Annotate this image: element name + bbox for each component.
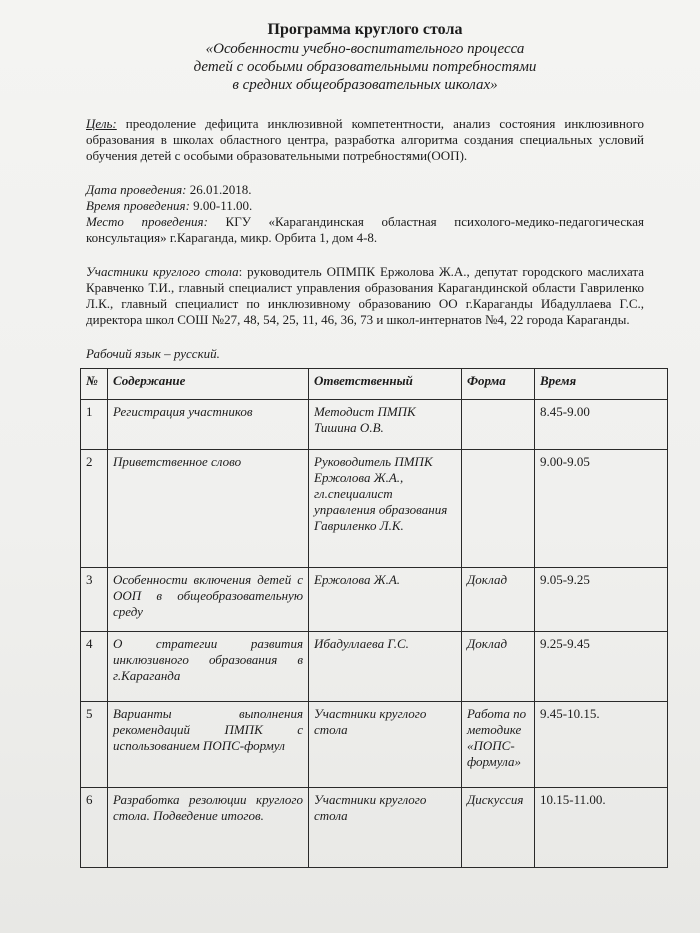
row-form: Работа по методике «ПОПС-формула»	[462, 702, 535, 788]
row-responsible: Ибадуллаева Г.С.	[309, 632, 462, 702]
header-form: Форма	[462, 369, 535, 400]
table-row	[81, 702, 668, 788]
document-title: Программа круглого стола	[267, 21, 463, 38]
table-header-row	[81, 369, 668, 400]
goal-label: Цель:	[86, 116, 117, 131]
goal-paragraph	[86, 116, 644, 164]
table-row	[81, 568, 668, 632]
participants-label: Участники круглого стола	[86, 264, 239, 279]
subtitle-line-2: детей с особыми образовательными потребностями	[193, 59, 537, 75]
row-responsible: Участники круглого стола	[309, 788, 462, 868]
row-responsible: Руководитель ПМПК Ержолова Ж.А., гл.специалист управления образования Гавриленко Л.К.	[309, 450, 462, 568]
row-responsible: Методист ПМПК Тишина О.В.	[309, 400, 462, 450]
event-details	[86, 182, 644, 246]
row-content: Варианты выполнения рекомендаций ПМПК с использованием ПОПС-формул	[108, 702, 309, 788]
date-label: Дата проведения:	[86, 182, 187, 197]
header-responsible: Ответственный	[309, 369, 462, 400]
place-value: КГУ «Карагандинская областная психолого-медико-педагогическая консультация» г.Караганда, микр. Орбита 1, дом 4-8.	[86, 214, 644, 245]
header-num: №	[81, 369, 108, 400]
header-time: Время	[535, 369, 668, 400]
row-responsible: Участники круглого стола	[309, 702, 462, 788]
row-num: 5	[81, 702, 108, 788]
row-num: 1	[81, 400, 108, 450]
row-num: 4	[81, 632, 108, 702]
table-row	[81, 632, 668, 702]
row-content: Регистрация участников	[108, 400, 309, 450]
program-table	[80, 368, 668, 868]
row-form: Доклад	[462, 568, 535, 632]
row-time: 9.05-9.25	[535, 568, 668, 632]
place-line	[86, 214, 644, 246]
row-content: Приветственное слово	[108, 450, 309, 568]
row-content: Особенности включения детей с ООП в общеобразовательную среду	[108, 568, 309, 632]
row-form: Дискуссия	[462, 788, 535, 868]
row-num: 3	[81, 568, 108, 632]
row-content: О стратегии развития инклюзивного образования в г.Караганда	[108, 632, 309, 702]
date-line	[86, 182, 644, 198]
table-row	[81, 788, 668, 868]
row-form: Доклад	[462, 632, 535, 702]
place-label: Место проведения:	[86, 214, 208, 229]
table-row	[81, 400, 668, 450]
row-time: 9.45-10.15.	[535, 702, 668, 788]
row-num: 2	[81, 450, 108, 568]
participants-paragraph	[86, 264, 644, 328]
time-line	[86, 198, 644, 214]
working-language: Рабочий язык – русский.	[86, 346, 220, 361]
subtitle-line-3: в средних общеобразовательных школах»	[232, 77, 498, 93]
header-content: Содержание	[108, 369, 309, 400]
subtitle-line-1: «Особенности учебно-воспитательного процесса	[205, 41, 525, 57]
row-content: Разработка резолюции круглого стола. Подведение итогов.	[108, 788, 309, 868]
row-time: 9.25-9.45	[535, 632, 668, 702]
row-time: 9.00-9.05	[535, 450, 668, 568]
table-row	[81, 450, 668, 568]
row-time: 10.15-11.00.	[535, 788, 668, 868]
row-form	[462, 450, 535, 568]
goal-text: преодоление дефицита инклюзивной компетентности, анализ состояния инклюзивного образования в школах областного центра, разработка алгоритма создания специальных условий обучения детей с особыми образовательными потребностями(ООП).	[86, 116, 644, 163]
date-value: 26.01.2018.	[186, 182, 252, 197]
row-form	[462, 400, 535, 450]
time-label: Время проведения:	[86, 198, 190, 213]
participants-text: : руководитель ОПМПК Ержолова Ж.А., депутат городского маслихата Кравченко Т.И., главный специалист управления образования Карагандинской области Гавриленко Л.К., главный специалист по инклюзивному образованию ОО г.Караганды Ибадуллаева Г.С., директора школ СОШ №27, 48, 54, 25, 11, 46, 36, 73 и школ-интернатов №4, 22 города Караганды.	[86, 264, 645, 327]
row-num: 6	[81, 788, 108, 868]
row-time: 8.45-9.00	[535, 400, 668, 450]
time-value: 9.00-11.00.	[189, 198, 253, 213]
row-responsible: Ержолова Ж.А.	[309, 568, 462, 632]
